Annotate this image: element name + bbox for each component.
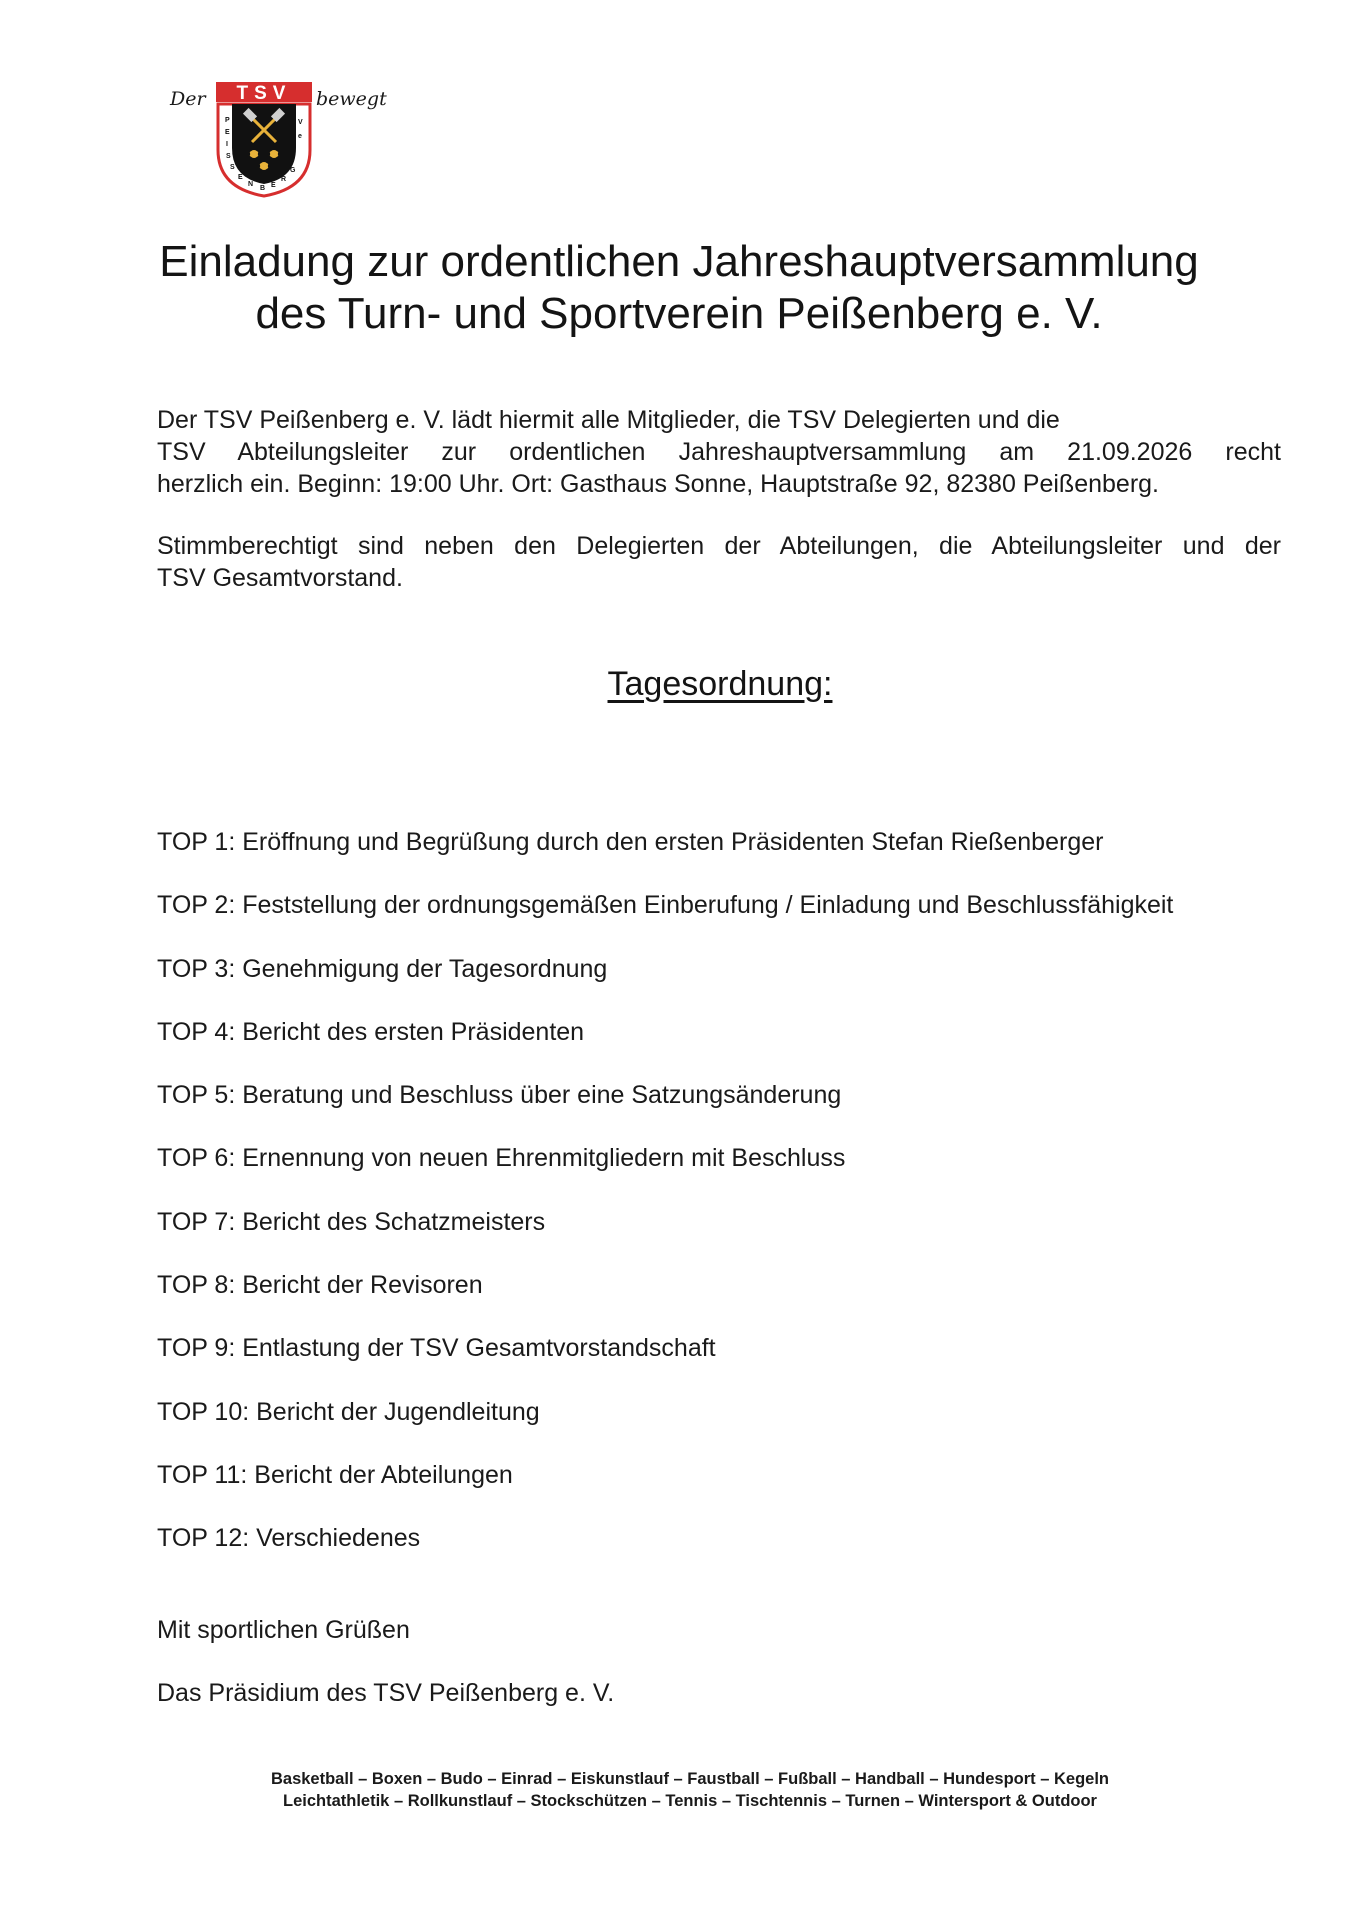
intro-line-1: Der TSV Peißenberg e. V. lädt hiermit alle Mitglieder, die TSV Delegierten und die xyxy=(157,406,1060,434)
svg-text:E: E xyxy=(225,129,230,136)
title-line-1: Einladung zur ordentlichen Jahreshauptversammlung xyxy=(159,237,1199,286)
svg-text:P: P xyxy=(225,117,230,124)
voting-line-2: TSV Gesamtvorstand. xyxy=(157,564,403,592)
intro-line-2: TSV Abteilungsleiter zur ordentlichen Jahreshauptversammlung am 21.09.2026 recht xyxy=(157,438,1281,466)
svg-text:B: B xyxy=(260,185,266,192)
agenda-item: TOP 9: Entlastung der TSV Gesamtvorstandschaft xyxy=(157,1334,716,1363)
intro-line-3: herzlich ein. Beginn: 19:00 Uhr. Ort: Gasthaus Sonne, Hauptstraße 92, 82380 Peißenberg. xyxy=(157,470,1159,498)
tsv-crest-icon xyxy=(214,80,314,198)
document-title xyxy=(0,236,1358,340)
svg-text:R: R xyxy=(281,176,287,183)
departments-footer xyxy=(0,1768,1358,1812)
title-line-2: des Turn- und Sportverein Peißenberg e. V. xyxy=(255,289,1103,338)
agenda-item: TOP 5: Beratung und Beschluss über eine Satzungsänderung xyxy=(157,1081,842,1110)
footer-line-1: Basketball – Boxen – Budo – Einrad – Eiskunstlauf – Faustball – Fußball – Handball – Hundesport – Kegeln xyxy=(270,1770,1110,1788)
agenda-item: TOP 1: Eröffnung und Begrüßung durch den ersten Präsidenten Stefan Rießenberger xyxy=(157,828,1104,856)
svg-text:I: I xyxy=(226,141,228,148)
agenda-item: TOP 4: Bericht des ersten Präsidenten xyxy=(157,1017,585,1046)
svg-text:G: G xyxy=(290,167,296,174)
agenda-heading: Tagesordnung: xyxy=(607,665,833,703)
agenda-item: TOP 12: Verschiedenes xyxy=(157,1524,421,1553)
agenda-item: TOP 8: Bericht der Revisoren xyxy=(157,1271,483,1300)
svg-text:E: E xyxy=(271,182,276,189)
closing-signature: Das Präsidium des TSV Peißenberg e. V. xyxy=(157,1679,615,1707)
intro-paragraph xyxy=(157,404,1281,500)
svg-text:E: E xyxy=(238,174,243,181)
logo-der-text: Der xyxy=(170,88,206,110)
agenda-item: TOP 2: Feststellung der ordnungsgemäßen Einberufung / Einladung und Beschlussfähigkeit xyxy=(157,891,1174,920)
logo-bewegt-text: bewegt xyxy=(316,88,387,110)
voting-line-1: Stimmberechtigt sind neben den Delegierten der Abteilungen, die Abteilungsleiter und der xyxy=(157,532,1281,560)
svg-text:V: V xyxy=(298,119,303,126)
agenda-item: TOP 7: Bericht des Schatzmeisters xyxy=(157,1207,546,1236)
agenda-item: TOP 11: Bericht der Abteilungen xyxy=(157,1460,513,1489)
agenda-item: TOP 10: Bericht der Jugendleitung xyxy=(157,1397,540,1426)
agenda-list xyxy=(157,826,1173,1586)
agenda-item: TOP 3: Genehmigung der Tagesordnung xyxy=(157,954,608,983)
svg-text:S: S xyxy=(230,164,235,171)
svg-text:S: S xyxy=(226,153,231,160)
logo-banner-text: TSV xyxy=(236,83,292,104)
voting-paragraph xyxy=(157,530,1281,594)
closing-greeting: Mit sportlichen Grüßen xyxy=(157,1616,410,1644)
agenda-item: TOP 6: Ernennung von neuen Ehrenmitgliedern mit Beschluss xyxy=(157,1144,846,1173)
footer-line-2: Leichtathletik – Rollkunstlauf – Stockschützen – Tennis – Tischtennis – Turnen – Wintersport & Outdoor xyxy=(283,1792,1097,1810)
club-logo xyxy=(168,80,398,198)
svg-text:e: e xyxy=(298,133,302,140)
svg-text:N: N xyxy=(248,181,254,188)
